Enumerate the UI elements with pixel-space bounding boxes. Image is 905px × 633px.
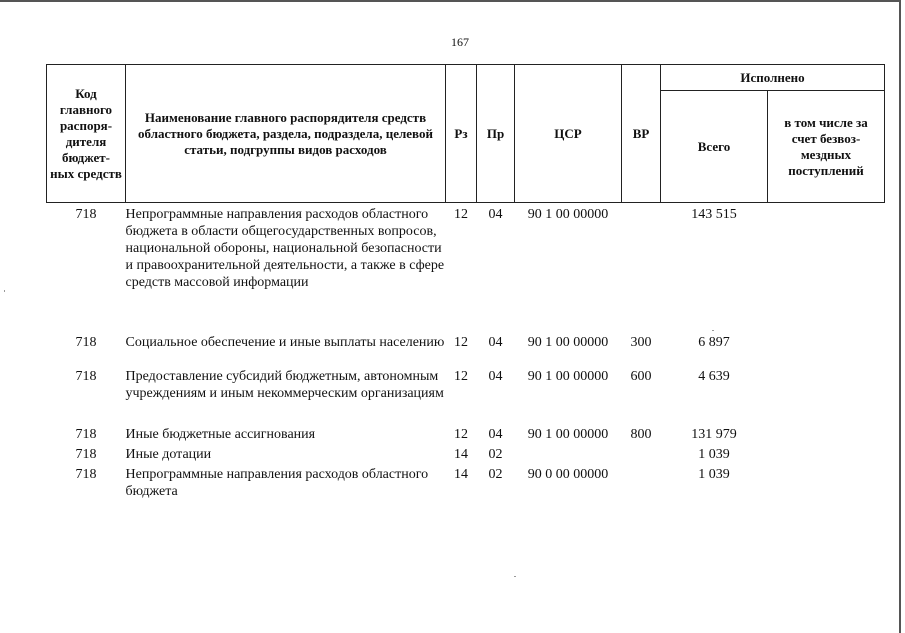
cell-name: Иные бюджетные ассигнования xyxy=(125,427,316,442)
header-free: в том числе за счет безвоз-мездных поступлений xyxy=(768,91,885,203)
cell-pr: 02 xyxy=(488,467,503,482)
cell-code: 718 xyxy=(75,207,97,222)
cell-csr: 90 1 00 00000 xyxy=(527,207,609,222)
cell-rz: 14 xyxy=(454,447,468,462)
header-pr: Пр xyxy=(477,65,515,203)
cell-rz: 12 xyxy=(454,207,468,222)
table-row xyxy=(47,466,885,500)
cell-code: 718 xyxy=(75,427,97,442)
cell-name: Предоставление субсидий бюджетным, автономным учреждениям и иным некоммерческим организациям xyxy=(125,369,444,401)
cell-vr xyxy=(622,466,661,500)
cell-code: 718 xyxy=(75,467,97,482)
cell-vr xyxy=(622,446,661,466)
cell-code: 718 xyxy=(75,447,97,462)
header-vr: ВР xyxy=(622,65,661,203)
cell-csr: 90 1 00 00000 xyxy=(527,369,609,384)
cell-free xyxy=(768,426,885,446)
header-rz: Рз xyxy=(446,65,477,203)
budget-table xyxy=(46,64,885,500)
scan-speck xyxy=(514,576,516,577)
cell-csr xyxy=(515,446,622,466)
cell-csr: 90 1 00 00000 xyxy=(527,427,609,442)
scan-edge-top xyxy=(0,0,900,2)
scan-edge-right xyxy=(899,0,901,633)
cell-pr: 04 xyxy=(488,427,503,442)
table-row xyxy=(47,426,885,446)
cell-free xyxy=(768,334,885,368)
table-row xyxy=(47,446,885,466)
cell-vr: 800 xyxy=(630,427,652,442)
header-code: Код главного распоря-дителя бюджет-ных средств xyxy=(47,65,126,203)
table-row xyxy=(47,203,885,335)
table-row xyxy=(47,368,885,426)
cell-name: Непрограммные направления расходов областного бюджета xyxy=(125,467,429,499)
page-number: 167 xyxy=(451,35,469,49)
cell-csr: 90 1 00 00000 xyxy=(527,335,609,350)
cell-code: 718 xyxy=(75,369,97,384)
scan-speck xyxy=(4,290,5,292)
scan-speck xyxy=(712,330,714,331)
cell-total: 143 515 xyxy=(691,207,737,222)
cell-vr xyxy=(622,203,661,335)
cell-vr: 300 xyxy=(630,335,652,350)
header-csr: ЦСР xyxy=(515,65,622,203)
table-body xyxy=(47,203,885,501)
cell-name: Непрограммные направления расходов областного бюджета в области общегосударственных вопросов, национальной обороны, национальной безопасности и правоохранительной деятельности, а также в сфере средств массовой информации xyxy=(125,207,445,290)
cell-pr: 04 xyxy=(488,207,503,222)
cell-name: Социальное обеспечение и иные выплаты населению xyxy=(125,335,445,350)
cell-pr: 02 xyxy=(488,447,503,462)
header-executed: Исполнено xyxy=(661,65,885,91)
cell-free xyxy=(768,203,885,335)
cell-vr: 600 xyxy=(630,369,652,384)
cell-code: 718 xyxy=(75,335,97,350)
cell-rz: 12 xyxy=(454,369,468,384)
cell-name: Иные дотации xyxy=(125,447,212,462)
cell-rz: 14 xyxy=(454,467,468,482)
cell-total: 4 639 xyxy=(698,369,730,384)
cell-total: 1 039 xyxy=(698,467,730,482)
cell-csr: 90 0 00 00000 xyxy=(527,467,609,482)
table-header xyxy=(47,65,885,203)
cell-pr: 04 xyxy=(488,369,503,384)
cell-total: 131 979 xyxy=(691,427,737,442)
cell-free xyxy=(768,368,885,426)
cell-total: 1 039 xyxy=(698,447,730,462)
cell-free xyxy=(768,466,885,500)
table-row xyxy=(47,334,885,368)
cell-total: 6 897 xyxy=(698,335,730,350)
header-total: Всего xyxy=(661,91,768,203)
header-name: Наименование главного распорядителя средств областного бюджета, раздела, подраздела, целевой статьи, подгруппы видов расходов xyxy=(126,65,446,203)
cell-free xyxy=(768,446,885,466)
cell-pr: 04 xyxy=(488,335,503,350)
cell-rz: 12 xyxy=(454,335,468,350)
cell-rz: 12 xyxy=(454,427,468,442)
